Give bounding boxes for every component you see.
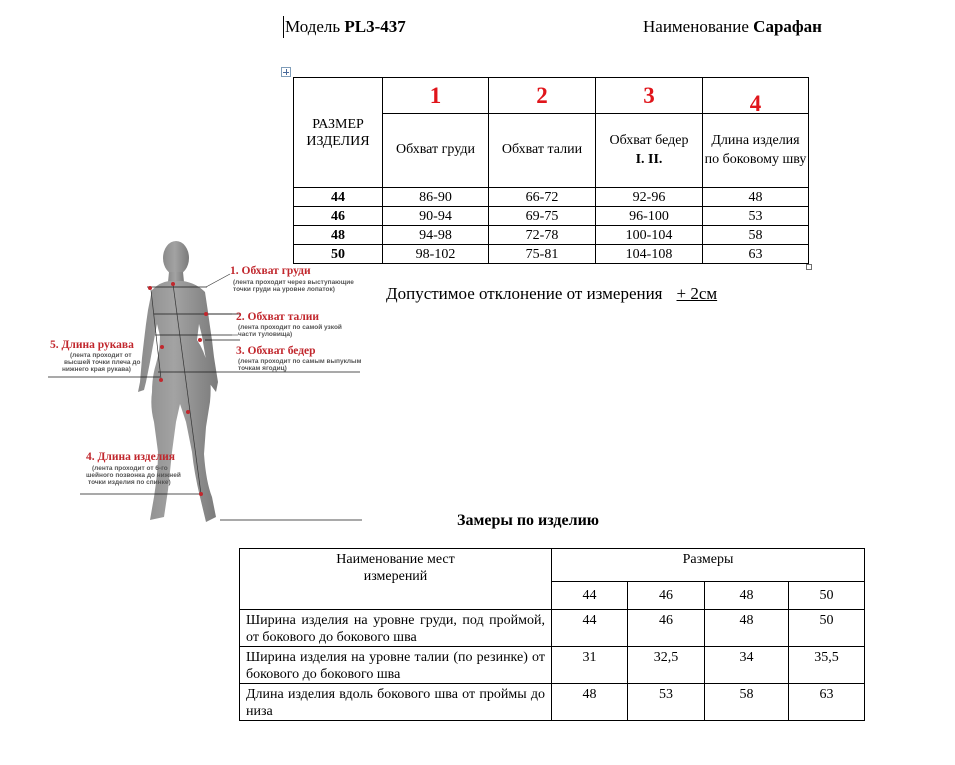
size-row-header: РАЗМЕР ИЗДЕЛИЯ — [294, 78, 383, 188]
size-table — [293, 77, 809, 264]
figure-label-chest — [230, 265, 354, 293]
label-note: точки изделия по спинке) — [88, 479, 171, 486]
label-title: 5. Длина рукава — [50, 339, 134, 351]
text-cursor — [283, 16, 284, 38]
measurements-table — [239, 548, 865, 721]
label-note: нижнего края рукава) — [62, 366, 131, 373]
measurement-value: 63 — [789, 684, 865, 721]
place-header-text: Наименование мест измерений — [336, 552, 455, 584]
measurement-label: Ширина изделия на уровне талии (по резинке) от бокового до бокового шва — [240, 647, 552, 684]
column-header-length — [703, 114, 809, 188]
body-measurement-figure — [40, 232, 370, 530]
measurement-label: Длина изделия вдоль бокового шва от проймы до низа — [240, 684, 552, 721]
table-row — [240, 647, 865, 684]
table-row — [294, 188, 809, 207]
value-cell: 69-75 — [489, 207, 596, 226]
measurements-title: Замеры по изделию — [457, 512, 600, 529]
figure-label-length — [86, 451, 181, 486]
label-note: точкам ягодиц) — [238, 365, 287, 372]
model-line — [285, 17, 406, 37]
value-cell: 100-104 — [596, 226, 703, 245]
value-cell: 104-108 — [596, 245, 703, 264]
measurement-value: 44 — [552, 610, 628, 647]
label-note: (лента проходит через выступающие — [233, 279, 354, 286]
column-header-text: Обхват груди — [396, 142, 475, 158]
model-label: Модель — [285, 17, 345, 36]
column-number: 3 — [596, 78, 703, 114]
figure-label-sleeve — [50, 339, 140, 373]
value-cell: 98-102 — [383, 245, 489, 264]
size-cell: 50 — [294, 245, 383, 264]
table-row — [240, 610, 865, 647]
table-row — [294, 226, 809, 245]
measurement-value: 53 — [628, 684, 705, 721]
measurement-label: Ширина изделия на уровне груди, под проймой, от бокового до бокового шва — [240, 610, 552, 647]
table-row — [294, 207, 809, 226]
value-cell: 92-96 — [596, 188, 703, 207]
size-cell: 48 — [294, 226, 383, 245]
value-cell: 75-81 — [489, 245, 596, 264]
table-move-handle-icon[interactable] — [281, 67, 291, 77]
value-cell: 66-72 — [489, 188, 596, 207]
value-cell: 58 — [703, 226, 809, 245]
product-name-label: Наименование — [643, 17, 754, 36]
model-value: PL3-437 — [344, 17, 406, 36]
column-number: 4 — [703, 78, 809, 114]
column-header-waist — [489, 114, 596, 188]
sizes-header: Размеры — [552, 549, 865, 582]
label-title: 2. Обхват талии — [236, 311, 320, 323]
label-note: шейного позвонка до нижней — [86, 472, 181, 479]
measurement-value: 32,5 — [628, 647, 705, 684]
column-number: 1 — [383, 78, 489, 114]
label-note: (лента проходит по самым выпуклым — [238, 358, 362, 365]
measurement-value: 48 — [705, 610, 789, 647]
value-cell: 86-90 — [383, 188, 489, 207]
measurement-value: 35,5 — [789, 647, 865, 684]
value-cell: 53 — [703, 207, 809, 226]
column-header-hips — [596, 114, 703, 188]
value-cell: 63 — [703, 245, 809, 264]
label-note: высшей точки плеча до — [64, 359, 141, 366]
measurement-value: 50 — [789, 610, 865, 647]
measurement-value: 48 — [552, 684, 628, 721]
label-title: 1. Обхват груди — [230, 265, 311, 277]
place-header — [240, 549, 552, 610]
value-cell: 96-100 — [596, 207, 703, 226]
label-note: (лента проходит от — [70, 352, 132, 359]
label-note: (лента проходит от 6-го — [92, 465, 168, 472]
tolerance-value: + 2см — [676, 284, 718, 303]
tolerance-text: Допустимое отклонение от измерения — [386, 284, 663, 303]
measurement-value: 34 — [705, 647, 789, 684]
column-header-text: Длина изделия по боковому шву — [704, 133, 807, 167]
product-name-line — [643, 17, 822, 37]
measurement-value: 46 — [628, 610, 705, 647]
column-header-suffix: I. II. — [635, 151, 663, 167]
product-name-value: Сарафан — [753, 17, 822, 36]
tolerance-note — [386, 284, 717, 304]
label-note: (лента проходит по самой узкой — [238, 324, 342, 331]
value-cell: 90-94 — [383, 207, 489, 226]
size-column-header: 48 — [705, 582, 789, 610]
size-column-header: 46 — [628, 582, 705, 610]
column-number: 2 — [489, 78, 596, 114]
figure-label-hips — [236, 345, 362, 372]
column-header-chest — [383, 114, 489, 188]
size-column-header: 44 — [552, 582, 628, 610]
value-cell: 72-78 — [489, 226, 596, 245]
measurement-value: 58 — [705, 684, 789, 721]
column-header-text: Обхват талии — [501, 142, 583, 158]
label-note: части туловища) — [238, 331, 293, 338]
label-title: 4. Длина изделия — [86, 451, 176, 463]
table-resize-handle-icon[interactable] — [806, 264, 812, 270]
measurement-value: 31 — [552, 647, 628, 684]
label-note: точки груди на уровне лопаток) — [233, 286, 335, 293]
column-header-text: Обхват бедер — [609, 133, 689, 148]
table-row — [240, 684, 865, 721]
table-row — [294, 245, 809, 264]
value-cell: 48 — [703, 188, 809, 207]
value-cell: 94-98 — [383, 226, 489, 245]
size-cell: 44 — [294, 188, 383, 207]
figure-label-waist — [236, 311, 342, 338]
size-cell: 46 — [294, 207, 383, 226]
size-column-header: 50 — [789, 582, 865, 610]
label-title: 3. Обхват бедер — [236, 345, 316, 357]
